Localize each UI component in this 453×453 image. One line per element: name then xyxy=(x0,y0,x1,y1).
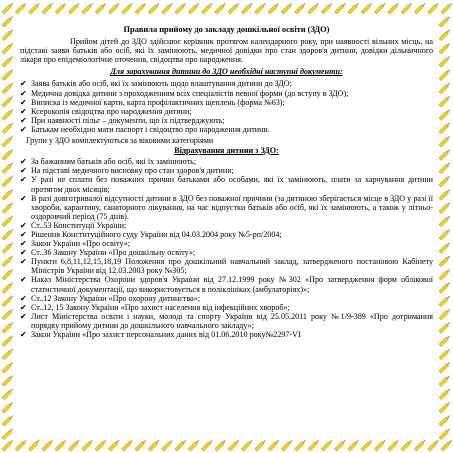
pencil-icon xyxy=(2,334,14,346)
pencil-icon xyxy=(439,68,451,80)
pencil-icon xyxy=(108,2,120,14)
pencil-icon xyxy=(439,308,451,320)
pencil-icon xyxy=(334,2,346,14)
pencil-icon xyxy=(2,439,14,451)
list-item xyxy=(20,175,433,193)
pencil-icon xyxy=(388,2,400,14)
list-item xyxy=(20,116,433,125)
pencil-icon xyxy=(308,439,320,451)
pencil-icon xyxy=(2,374,14,386)
list-item-text: Заява батьків або осіб, які їх замінюють щодо влаштування дитини до ЗДО; xyxy=(31,79,292,89)
list-item-text: Рішення Конституційного суду України від 04.03.2004 року №5-рп/2004; xyxy=(31,229,282,239)
list-item xyxy=(20,230,433,239)
pencil-icon xyxy=(2,201,14,213)
pencil-icon xyxy=(188,439,200,451)
pencil-icon xyxy=(2,162,14,174)
pencil-icon xyxy=(68,439,80,451)
pencil-icon xyxy=(55,2,67,14)
list-item xyxy=(20,248,433,257)
pencil-icon xyxy=(15,439,27,451)
pencil-icon xyxy=(439,188,451,200)
pencil-icon xyxy=(401,2,413,14)
pencil-icon xyxy=(95,2,107,14)
pencil-icon xyxy=(108,439,120,451)
pencil-icon xyxy=(439,428,451,440)
pencil-icon xyxy=(439,321,451,333)
pencil-icon xyxy=(439,281,451,293)
pencil-icon xyxy=(228,439,240,451)
list-item-text: За бажанням батьків або осіб, які їх замінюють; xyxy=(31,157,197,167)
pencil-icon xyxy=(162,439,174,451)
list-item-text: Ст..53 Конституції України; xyxy=(31,220,127,230)
intro-paragraph: Прийом дітей до ЗДО здійснює керівник протягом календарного року, при наявності вільних місць, на підставі заяви батьків або осіб, які їх замінюють, медичної довідки про стан здоров'я дитини, довідки дільничного лікаря про епідеміологічне оточення, свідоцтва про народження. xyxy=(20,37,433,65)
pencil-icon xyxy=(321,2,333,14)
check-icon: ✔ xyxy=(20,229,27,239)
check-icon: ✔ xyxy=(20,311,27,321)
pencil-icon xyxy=(439,201,451,213)
pencil-icon xyxy=(148,2,160,14)
pencil-icon xyxy=(439,255,451,267)
list-item-text: Ксерокопія свідоцтва про народження дитини; xyxy=(31,106,192,116)
pencil-icon xyxy=(414,439,426,451)
pencil-icon xyxy=(439,374,451,386)
list-item-text: Ст..36 Закону України «Про дошкільну освіту»; xyxy=(31,248,196,258)
pencil-icon xyxy=(2,2,14,14)
pencil-icon xyxy=(2,108,14,120)
pencil-icon xyxy=(2,215,14,227)
list-item xyxy=(20,107,433,116)
pencil-icon xyxy=(439,215,451,227)
check-icon: ✔ xyxy=(20,157,27,167)
document-body xyxy=(20,19,433,435)
list-item-text: У разі не сплати без поважних причин батьками або особами, які їх замінюють, плати за харчування дитини протягом двох місяців; xyxy=(31,175,433,194)
pencil-icon xyxy=(439,268,451,280)
pencil-icon xyxy=(2,348,14,360)
list-item xyxy=(20,275,433,293)
pencil-icon xyxy=(281,439,293,451)
pencil-icon xyxy=(2,241,14,253)
pencil-icon xyxy=(308,2,320,14)
document-title: Правила прийому до закладу дошкільної освіти (ЗДО) xyxy=(123,25,330,34)
check-icon: ✔ xyxy=(20,293,27,303)
check-icon: ✔ xyxy=(20,302,27,312)
pencil-icon xyxy=(2,175,14,187)
pencil-icon xyxy=(215,439,227,451)
list-item xyxy=(20,98,433,107)
pencil-icon xyxy=(439,241,451,253)
list-item xyxy=(20,221,433,230)
pencil-icon xyxy=(42,2,54,14)
list-item xyxy=(20,166,433,175)
list-item xyxy=(20,303,433,312)
pencil-icon xyxy=(68,2,80,14)
pencil-icon xyxy=(122,2,134,14)
list-item xyxy=(20,157,433,166)
pencil-icon xyxy=(2,42,14,54)
pencil-icon xyxy=(29,2,41,14)
pencil-icon xyxy=(2,295,14,307)
pencil-icon xyxy=(348,2,360,14)
list-item-text: Закон України «Про освіту»; xyxy=(31,239,130,249)
list-item xyxy=(20,257,433,275)
pencil-icon xyxy=(175,2,187,14)
pencil-icon xyxy=(2,82,14,94)
section1-heading: Для зарахування дитини до ЗДО необхідні наступні документи: xyxy=(110,67,343,77)
pencil-icon xyxy=(2,388,14,400)
pencil-icon xyxy=(439,122,451,134)
pencil-icon xyxy=(2,268,14,280)
check-icon: ✔ xyxy=(20,97,27,107)
groups-note: Групи у ЗДО комплектуються за віковими категоріями xyxy=(26,136,214,146)
check-icon: ✔ xyxy=(20,193,27,203)
pencil-icon xyxy=(441,439,453,451)
pencil-icon xyxy=(428,439,440,451)
pencil-icon xyxy=(2,135,14,147)
check-icon: ✔ xyxy=(20,88,27,98)
pencil-icon xyxy=(439,414,451,426)
list-item xyxy=(20,79,433,88)
pencil-icon xyxy=(2,148,14,160)
list-item-text: В разі довготривалої відсутності дитини в ЗДО без поважної причини (за дитиною зберігається місце в ЗДО у разі її хвороби, карантину, санаторного лікування, на час відпустки батьків або осіб, які їх замінюють, а також у літньо-оздоровчий період (75 днів). xyxy=(31,193,433,221)
pencil-icon xyxy=(2,228,14,240)
check-icon: ✔ xyxy=(20,248,27,258)
pencil-icon xyxy=(439,162,451,174)
pencil-icon xyxy=(82,439,94,451)
pencil-icon xyxy=(82,2,94,14)
pencil-icon xyxy=(439,388,451,400)
section2-heading: Відрахування дитини з ЗДО: xyxy=(174,146,279,156)
pencil-icon xyxy=(334,439,346,451)
list-item xyxy=(20,330,433,339)
check-icon: ✔ xyxy=(20,175,27,185)
pencil-icon xyxy=(201,2,213,14)
pencil-icon xyxy=(439,15,451,27)
list-item-text: Лист Міністерства освіти і науки, молоді та спорту України від 25.05.2011 року №1/9-389 «Про дотримання порядку прийому дитини до дошкільного навчального закладу»; xyxy=(31,311,433,330)
pencil-icon xyxy=(388,439,400,451)
pencil-icon xyxy=(162,2,174,14)
pencil-icon xyxy=(374,439,386,451)
pencil-icon xyxy=(348,439,360,451)
pencil-icon xyxy=(2,95,14,107)
pencil-icon xyxy=(2,361,14,373)
pencil-icon xyxy=(428,2,440,14)
pencil-icon xyxy=(241,2,253,14)
pencil-icon xyxy=(201,439,213,451)
pencil-icon xyxy=(2,321,14,333)
pencil-icon xyxy=(2,188,14,200)
pencil-icon xyxy=(2,29,14,41)
pencil-icon xyxy=(439,361,451,373)
pencil-icon xyxy=(439,108,451,120)
pencil-icon xyxy=(2,122,14,134)
list-item-text: Ст..12, 15 Закону України «Про захист населення від інфекційних хвороб»; xyxy=(31,302,290,312)
pencil-icon xyxy=(361,439,373,451)
pencil-icon xyxy=(439,82,451,94)
pencil-icon xyxy=(228,2,240,14)
pencil-icon xyxy=(2,308,14,320)
pencil-icon xyxy=(255,439,267,451)
list-item xyxy=(20,294,433,303)
pencil-icon xyxy=(2,401,14,413)
list-item-text: Закон України «Про захист персональних даних від 01.06.2010 року№2297-VI xyxy=(31,330,301,339)
pencil-icon xyxy=(439,228,451,240)
pencil-icon xyxy=(241,439,253,451)
list-item xyxy=(20,89,433,98)
pencil-icon xyxy=(215,2,227,14)
list-item-text: При наявності пільг – документи, що їх підтверджують; xyxy=(31,115,225,125)
pencil-icon xyxy=(148,439,160,451)
pencil-icon xyxy=(439,135,451,147)
pencil-icon xyxy=(135,439,147,451)
pencil-icon xyxy=(268,2,280,14)
list-item-text: Пункти 6,8,11,12,15,18,19 Положення про дошкільний навчальний заклад, затвердженого постановою Кабінету Міністрів України від 12.03.2003 року №305; xyxy=(31,257,433,276)
pencil-icon xyxy=(439,29,451,41)
list-item-text: На підставі медичного висновку про стан здоров'я дитини; xyxy=(31,166,234,176)
pencil-icon xyxy=(55,439,67,451)
pencil-icon xyxy=(439,175,451,187)
check-icon: ✔ xyxy=(20,275,27,285)
pencil-icon xyxy=(401,439,413,451)
pencil-icon xyxy=(361,2,373,14)
check-icon: ✔ xyxy=(20,239,27,249)
check-icon: ✔ xyxy=(20,166,27,176)
pencil-icon xyxy=(439,42,451,54)
check-icon: ✔ xyxy=(20,220,27,230)
list-item-text: Ст..12 Закону України «Про охорону дитинства»; xyxy=(31,293,201,303)
pencil-icon xyxy=(2,15,14,27)
check-icon: ✔ xyxy=(20,79,27,89)
pencil-icon xyxy=(439,55,451,67)
pencil-icon xyxy=(2,55,14,67)
list-item-text: Батькам необхідно мати паспорт і свідоцтво про народження дитини. xyxy=(31,124,270,134)
pencil-icon xyxy=(2,255,14,267)
pencil-icon xyxy=(439,401,451,413)
pencil-icon xyxy=(2,428,14,440)
pencil-icon xyxy=(439,95,451,107)
check-icon: ✔ xyxy=(20,330,27,339)
pencil-icon xyxy=(255,2,267,14)
pencil-icon xyxy=(29,439,41,451)
pencil-icon xyxy=(95,439,107,451)
pencil-icon xyxy=(321,439,333,451)
pencil-icon xyxy=(414,2,426,14)
pencil-icon xyxy=(135,2,147,14)
pencil-icon xyxy=(122,439,134,451)
pencil-icon xyxy=(175,439,187,451)
pencil-icon xyxy=(188,2,200,14)
pencil-icon xyxy=(439,348,451,360)
list-item xyxy=(20,312,433,330)
list-item-text: Наказ Міністерства Охорони здоров'я України від 27.12.1999 року №302 «Про затвердження форм облікової статистичної документації, що використовується в поліклініках (амбулаторіях)»; xyxy=(31,275,433,294)
check-icon: ✔ xyxy=(20,257,27,267)
list-item xyxy=(20,239,433,248)
list-item xyxy=(20,125,433,134)
check-icon: ✔ xyxy=(20,106,27,116)
pencil-icon xyxy=(439,334,451,346)
check-icon: ✔ xyxy=(20,124,27,134)
expulsion-grounds-list xyxy=(20,157,433,339)
pencil-icon xyxy=(2,414,14,426)
list-item-text: Виписка із медичної карти, карта профілактичних щеплень (форма №63); xyxy=(31,97,285,107)
pencil-icon xyxy=(295,439,307,451)
list-item xyxy=(20,194,433,221)
pencil-icon xyxy=(2,68,14,80)
pencil-icon xyxy=(268,439,280,451)
check-icon: ✔ xyxy=(20,115,27,125)
pencil-icon xyxy=(295,2,307,14)
required-documents-list xyxy=(20,79,433,134)
pencil-icon xyxy=(439,295,451,307)
pencil-icon xyxy=(374,2,386,14)
pencil-icon xyxy=(2,281,14,293)
list-item-text: Медична довідка дитини з проходженням всіх спеціалістів певної форми (до вступу в ЗДО); xyxy=(31,88,349,98)
pencil-icon xyxy=(15,2,27,14)
pencil-icon xyxy=(42,439,54,451)
pencil-icon xyxy=(281,2,293,14)
pencil-icon xyxy=(439,148,451,160)
pencil-icon xyxy=(441,2,453,14)
